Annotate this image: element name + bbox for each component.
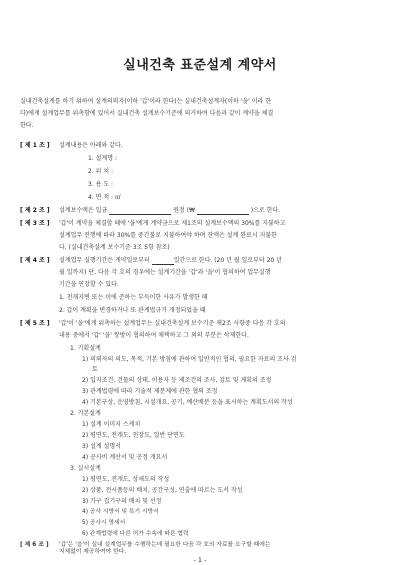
location-field: 2. 위 치 :: [88, 168, 114, 175]
design-name-field: 1. 설계명 :: [88, 155, 117, 162]
article-1-label: [ 제 1 조 ]: [20, 142, 50, 149]
fee-won-label: 원정 (₩: [173, 207, 195, 214]
article-4-item-1: 1. 천재지변 또는 이에 준하는 부득이한 사유가 발생한 때: [59, 294, 208, 301]
planning-item-4: 4) 기본구상, 운영방침, 시설개요, 공기, 예산배분 등을 표시하는 계획도서의 작성: [82, 399, 293, 406]
fee-blank: [109, 207, 171, 215]
section-basic-design: 2. 기본설계: [70, 410, 101, 417]
article-2-line: [59, 207, 280, 215]
article-5-line-1: '갑'이 '을'에게 위촉하는 설계업무는 실내건축설계 보수기준 제2조 사항중 다음 각 호의: [59, 320, 286, 327]
article-3-line-3: 다. (실내건축설계 보수기준 3조 5항 참조): [59, 244, 170, 251]
section-detailed-design: 3. 실시설계: [70, 465, 101, 472]
article-2-label: [ 제 2 조 ]: [20, 207, 50, 214]
period-label: 설계업무 실행기간은 계약일로부터: [59, 257, 150, 264]
period-blank: [152, 257, 174, 265]
article-6-line-1: '갑'은 '을'이 실내 설계업무를 수행하는데 필요한 다음 각 호의 자료를 요구할 때에는: [59, 542, 271, 548]
detailed-item-5: 5) 공사시 명세서: [82, 520, 126, 526]
area-field: 4. 면 적 : ㎡: [88, 194, 121, 201]
article-4-line-3: 기간을 연장할 수 있다.: [59, 281, 119, 288]
article-5-line-2: 내용 중에서 '갑' '을' 쌍방이 협의하여 채택하고 그 외의 부분은 삭제한다.: [59, 332, 249, 339]
article-5-label: [ 제 5 조 ]: [20, 320, 50, 327]
article-4-item-2: 2. 갑이 계획을 변경하거나 또 관계법규가 개정되었을 때: [59, 307, 206, 314]
intro-line-3: 한다.: [20, 122, 34, 129]
planning-item-2: 2) 입지조건, 건물의 상태, 이용자 등 제조건의 조사, 검토 및 계획의 조정: [82, 377, 272, 384]
article-4-line-1: [59, 257, 282, 265]
basic-item-3: 3) 설계 설명서: [82, 443, 121, 450]
section-planning: 1. 기획설계: [70, 345, 101, 352]
basic-item-2: 2) 평면도, 전개도, 천장도, 일반 단면도: [82, 432, 185, 439]
detailed-item-1: 1) 평면도, 전개도, 상세도의 작성: [82, 476, 170, 483]
article-6-label: [ 제 6 조 ]: [20, 542, 49, 548]
planning-item-1: 1) 의뢰자의 의도, 목적, 기본 방침에 관하여 일반적인 협의, 필요한 자료의 조사 검: [82, 356, 297, 363]
planning-item-1-cont: 토: [92, 366, 98, 373]
detailed-item-3: 3) 가구 집기구의 배치 및 선정: [82, 498, 162, 505]
detailed-item-2: 2) 상품, 전시품등의 배치, 공간구성, 연출에 따르는 도서 작성: [82, 487, 243, 494]
document-title: 실내건축 표준설계 계약서: [123, 58, 277, 73]
article-4-label: [ 제 4 조 ]: [20, 257, 50, 264]
article-1-text: 설계내용은 아래와 같다.: [59, 142, 123, 149]
article-3-label: [ 제 3 조 ]: [20, 220, 50, 227]
basic-item-1: 1) 설계 이미지 스케치: [82, 421, 141, 428]
article-4-line-2: 월 일까지) 단, 다음 각 호의 경우에는 설계기간을 '갑'과 '을'이 협의하여 업무실행: [59, 269, 271, 276]
article-3-line-2: 설계업무 진행에 따라 30%를 중간불로 지불하여야 하며 잔액은 설계 완료시 지불한: [59, 232, 277, 239]
intro-line-1: 실내건축설계를 하기 위하여 설계의뢰자(이하 '갑'이라 한다)는 실내건축설계자(이하 '을' 이라 한: [20, 98, 272, 105]
article-3-line-1: '갑'이 계약을 체결할 때에 '을'에게 계약금으로 제1조의 설계보수액의 30%를 지불하고: [59, 220, 286, 227]
usage-field: 3. 용 도 :: [88, 181, 114, 188]
period-dates: 일간으로 한다. (20 년 월 일로부터 20 년: [173, 257, 282, 264]
detailed-item-6: 6) 관계법령에 다른 허가 수속에 따른 협력: [82, 531, 189, 537]
detailed-item-4: 4) 공사 시방서 및 특기 시방서: [82, 509, 159, 515]
fee-tail: )으로 한다.: [250, 207, 281, 214]
intro-line-2: 다)에게 설계업무를 위촉함에 있어서 실내건축 설계보수기준에 의거하여 다음과 같이 계약을 체결: [20, 110, 274, 117]
fee-amount-blank: [197, 207, 249, 215]
page-number: - 1 -: [193, 556, 207, 564]
article-6-line-2: 지체없이 제공하여야 한다.: [59, 549, 127, 555]
basic-item-4: 4) 공사비 계산서 및 공정 개요서: [82, 454, 168, 461]
fee-label: 설계보수액은 일금: [59, 207, 108, 214]
planning-item-3: 3) 관계법령에 따라 기술적 제문제에 관한 협의 조정: [82, 388, 218, 395]
